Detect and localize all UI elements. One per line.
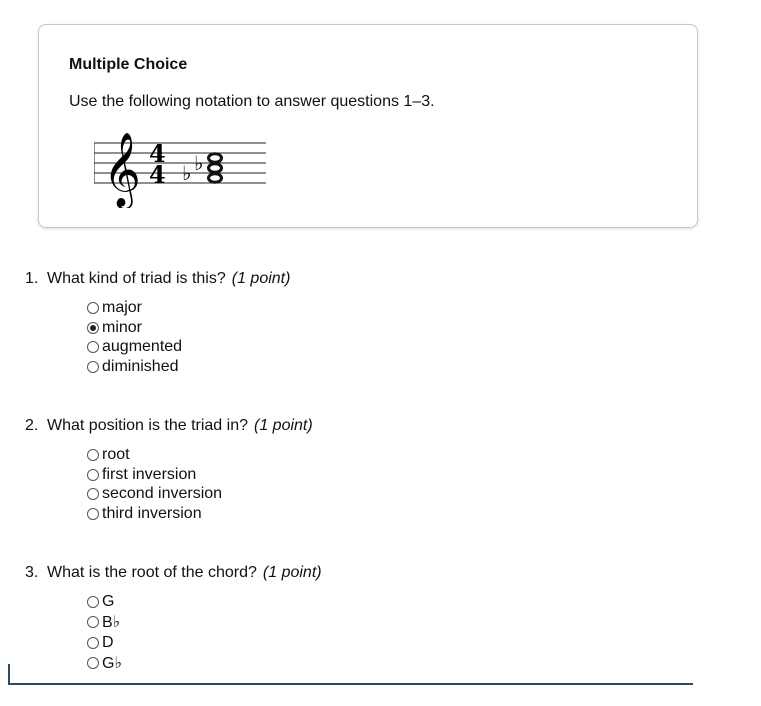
option-label[interactable]: D	[102, 634, 114, 651]
option-label[interactable]: root	[102, 446, 130, 463]
radio-button[interactable]	[87, 508, 99, 520]
option-label[interactable]: augmented	[102, 338, 183, 355]
question-2	[25, 417, 313, 435]
option-g-flat[interactable]	[87, 653, 122, 673]
question-points: (1 point)	[231, 270, 291, 287]
flat-accidental-1: ♭	[182, 161, 192, 185]
instructions-card	[38, 24, 698, 228]
option-root[interactable]	[87, 445, 130, 465]
option-label[interactable]: major	[102, 299, 143, 316]
radio-button[interactable]	[87, 449, 99, 461]
option-d[interactable]	[87, 633, 114, 653]
flat-accidental-2: ♭	[194, 151, 204, 175]
chord-notes	[209, 154, 222, 182]
radio-button[interactable]	[87, 361, 99, 373]
option-g[interactable]	[87, 592, 114, 612]
bottom-border-tick	[8, 664, 10, 685]
question-points: (1 point)	[262, 564, 322, 581]
radio-button[interactable]	[87, 637, 99, 649]
radio-button-selected[interactable]	[87, 322, 99, 334]
option-label[interactable]: G	[102, 593, 115, 610]
question-text: What is the root of the chord?	[47, 564, 257, 581]
question-number: 3.	[25, 564, 39, 581]
option-second-inversion[interactable]	[87, 484, 222, 504]
time-signature-bottom: 4	[149, 160, 166, 189]
music-notation	[94, 123, 274, 208]
question-text: What position is the triad in?	[47, 417, 248, 434]
option-minor[interactable]	[87, 318, 142, 338]
option-label[interactable]: G♭	[102, 655, 122, 672]
option-label[interactable]: diminished	[102, 358, 179, 375]
question-3	[25, 564, 322, 582]
question-number: 2.	[25, 417, 39, 434]
question-number: 1.	[25, 270, 39, 287]
option-diminished[interactable]	[87, 357, 178, 377]
time-signature-top: 4	[149, 139, 166, 168]
radio-button[interactable]	[87, 488, 99, 500]
radio-button[interactable]	[87, 302, 99, 314]
option-label[interactable]: first inversion	[102, 466, 197, 483]
option-augmented[interactable]	[87, 337, 182, 357]
option-first-inversion[interactable]	[87, 465, 196, 485]
option-major[interactable]	[87, 298, 142, 318]
radio-button[interactable]	[87, 469, 99, 481]
option-label[interactable]: second inversion	[102, 485, 223, 502]
option-label[interactable]: minor	[102, 319, 143, 336]
treble-clef-icon: 𝄞	[103, 133, 141, 207]
option-third-inversion[interactable]	[87, 504, 202, 524]
card-title: Multiple Choice	[69, 56, 188, 73]
option-label[interactable]: B♭	[102, 614, 121, 631]
question-text: What kind of triad is this?	[47, 270, 226, 287]
radio-button[interactable]	[87, 596, 99, 608]
radio-button[interactable]	[87, 657, 99, 669]
bottom-border	[8, 683, 693, 685]
option-label[interactable]: third inversion	[102, 505, 202, 522]
radio-button[interactable]	[87, 616, 99, 628]
question-1	[25, 270, 290, 288]
option-b-flat[interactable]	[87, 612, 120, 632]
radio-button[interactable]	[87, 341, 99, 353]
card-instructions: Use the following notation to answer questions 1–3.	[69, 93, 435, 110]
question-points: (1 point)	[254, 417, 313, 434]
